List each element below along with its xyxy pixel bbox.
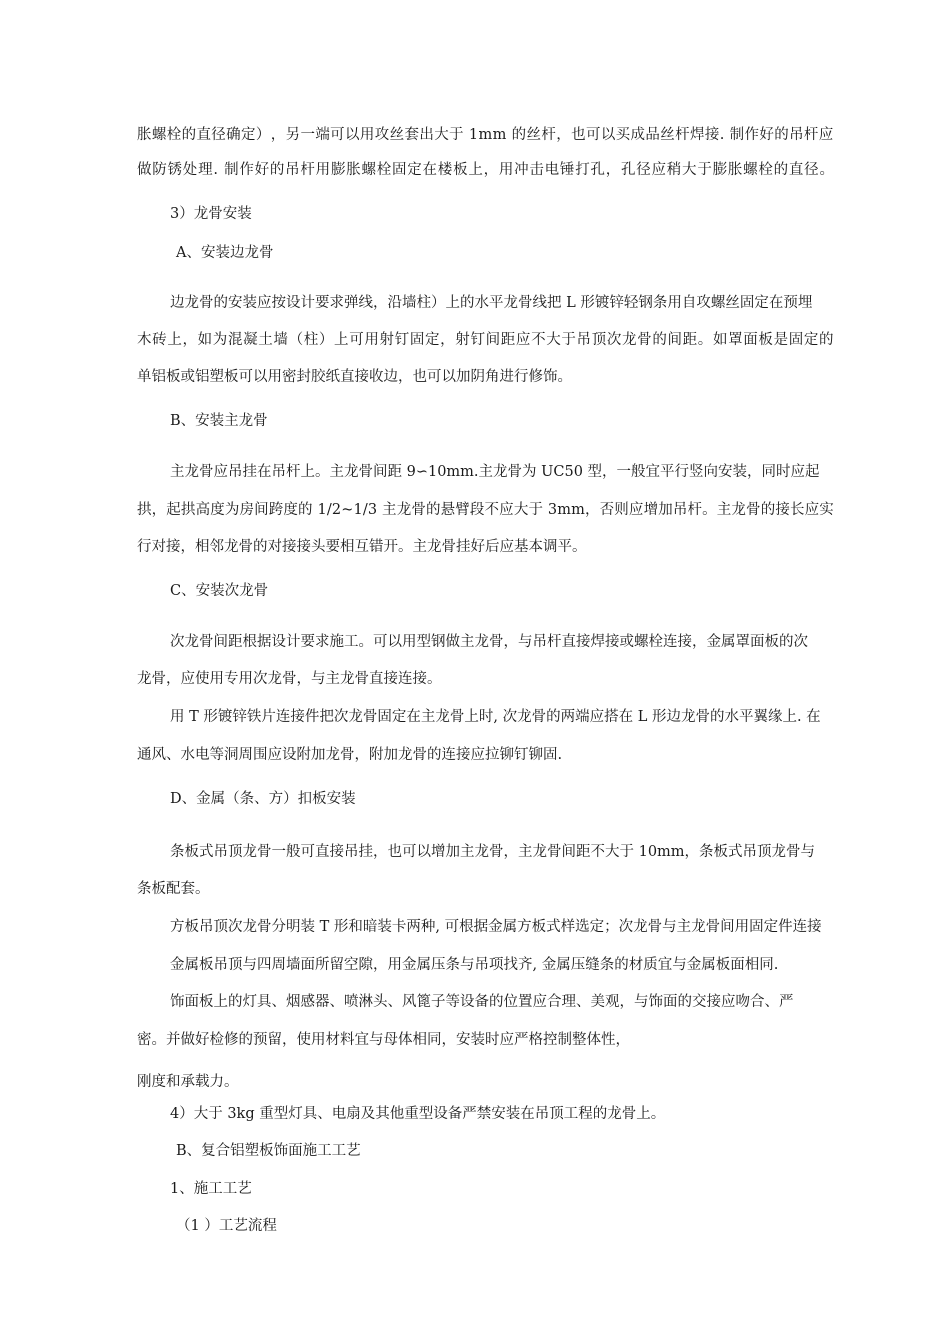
paragraph-line: 拱 ， 起 拱 高 度 为 房 间 跨 度 的 1 / 2 ~ 1 / 3 主 龙 骨 的 悬 臂 段 不 应 大 于 3 m m ， 否 则 应 增 加 吊 杆 。 主 龙 骨 的 接 长 应 实: [137, 502, 834, 518]
paragraph-line: 做 防 锈 处 理 . 制 作 好 的 吊 杆 用 膨 胀 螺 栓 固 定 在 楼 板 上 ， 用 冲 击 电 锤 打 孔 ， 孔 径 应 稍 大 于 膨 胀 螺 栓 的 直 径 。: [137, 162, 834, 178]
paragraph-line: 通风、水电等洞周围应设附加龙骨，附加龙骨的连接应拉铆钉铆固.: [137, 747, 563, 763]
paragraph-line: 边龙骨的安装应按设计要求弹线，沿墙柱）上的水平龙骨线把 L 形镀锌轻钢条用自攻螺丝固定在预埋: [170, 295, 813, 311]
subsection-heading: A、安装边龙骨: [176, 245, 274, 261]
section-heading: 3）龙骨安装: [170, 206, 252, 222]
paragraph-line: 金属板吊顶与四周墙面所留空隙，用金属压条与吊项找齐, 金属压缝条的材质宜与金属板面相同.: [170, 957, 779, 973]
subsection-heading: （1 ）工艺流程: [176, 1218, 277, 1234]
paragraph-line: 次龙骨间距根据设计要求施工。可以用型钢做主龙骨，与吊杆直接焊接或螺栓连接，金属罩面板的次: [170, 634, 808, 650]
paragraph-line: 条板配套。: [137, 881, 210, 897]
paragraph-line: 行对接，相邻龙骨的对接接头要相互错开。主龙骨挂好后应基本调平。: [137, 539, 587, 555]
paragraph-line: 刚度和承载力。: [137, 1074, 239, 1090]
paragraph-line: 单铝板或铝塑板可以用密封胶纸直接收边，也可以加阴角进行修饰。: [137, 369, 572, 385]
subsection-heading: C、安装次龙骨: [170, 583, 269, 599]
section-heading: 1、施工工艺: [170, 1181, 252, 1197]
paragraph-line: 用 T 形镀锌铁片连接件把次龙骨固定在主龙骨上时, 次龙骨的两端应搭在 L 形边龙骨的水平翼缘上. 在: [170, 709, 821, 725]
paragraph-line: 主龙骨应吊挂在吊杆上。主龙骨间距 9∽10mm.主龙骨为 UC50 型，一般宜平行竖向安装，同时应起: [170, 464, 820, 480]
paragraph-line: 龙骨，应使用专用次龙骨，与主龙骨直接连接。: [137, 671, 442, 687]
paragraph-line: 4）大于 3kg 重型灯具、电扇及其他重型设备严禁安装在吊顶工程的龙骨上。: [170, 1106, 666, 1122]
section-heading: B、复合铝塑板饰面施工工艺: [176, 1143, 361, 1159]
paragraph-line: 木 砖 上 ， 如 为 混 凝 土 墙 （ 柱 ） 上 可 用 射 钉 固 定 ， 射 钉 间 距 应 不 大 于 吊 顶 次 龙 骨 的 间 距 。 如 罩 面 板 是 固 定 的: [137, 332, 834, 348]
paragraph-line: 方板吊顶次龙骨分明装 T 形和暗装卡两种, 可根据金属方板式样选定；次龙骨与主龙骨间用固定件连接: [170, 919, 822, 935]
paragraph-line: 密。并做好检修的预留，使用材料宜与母体相同，安装时应严格控制整体性，: [137, 1032, 630, 1048]
subsection-heading: D、金属（条、方）扣板安装: [170, 791, 356, 807]
paragraph-line: 饰面板上的灯具、烟感器、喷淋头、风篦子等设备的位置应合理、美观，与饰面的交接应吻合、严: [170, 994, 794, 1010]
paragraph-line: 条板式吊顶龙骨一般可直接吊挂，也可以增加主龙骨，主龙骨间距不大于 10mm，条板式吊顶龙骨与: [170, 844, 816, 860]
paragraph-line: 胀 螺 栓 的 直 径 确 定 ） ， 另 一 端 可 以 用 攻 丝 套 出 大 于 1 m m 的 丝 杆 ， 也 可 以 买 成 品 丝 杆 焊 接 . 制 作 好 的 吊 杆 应: [137, 127, 834, 143]
subsection-heading: B、安装主龙骨: [170, 413, 268, 429]
